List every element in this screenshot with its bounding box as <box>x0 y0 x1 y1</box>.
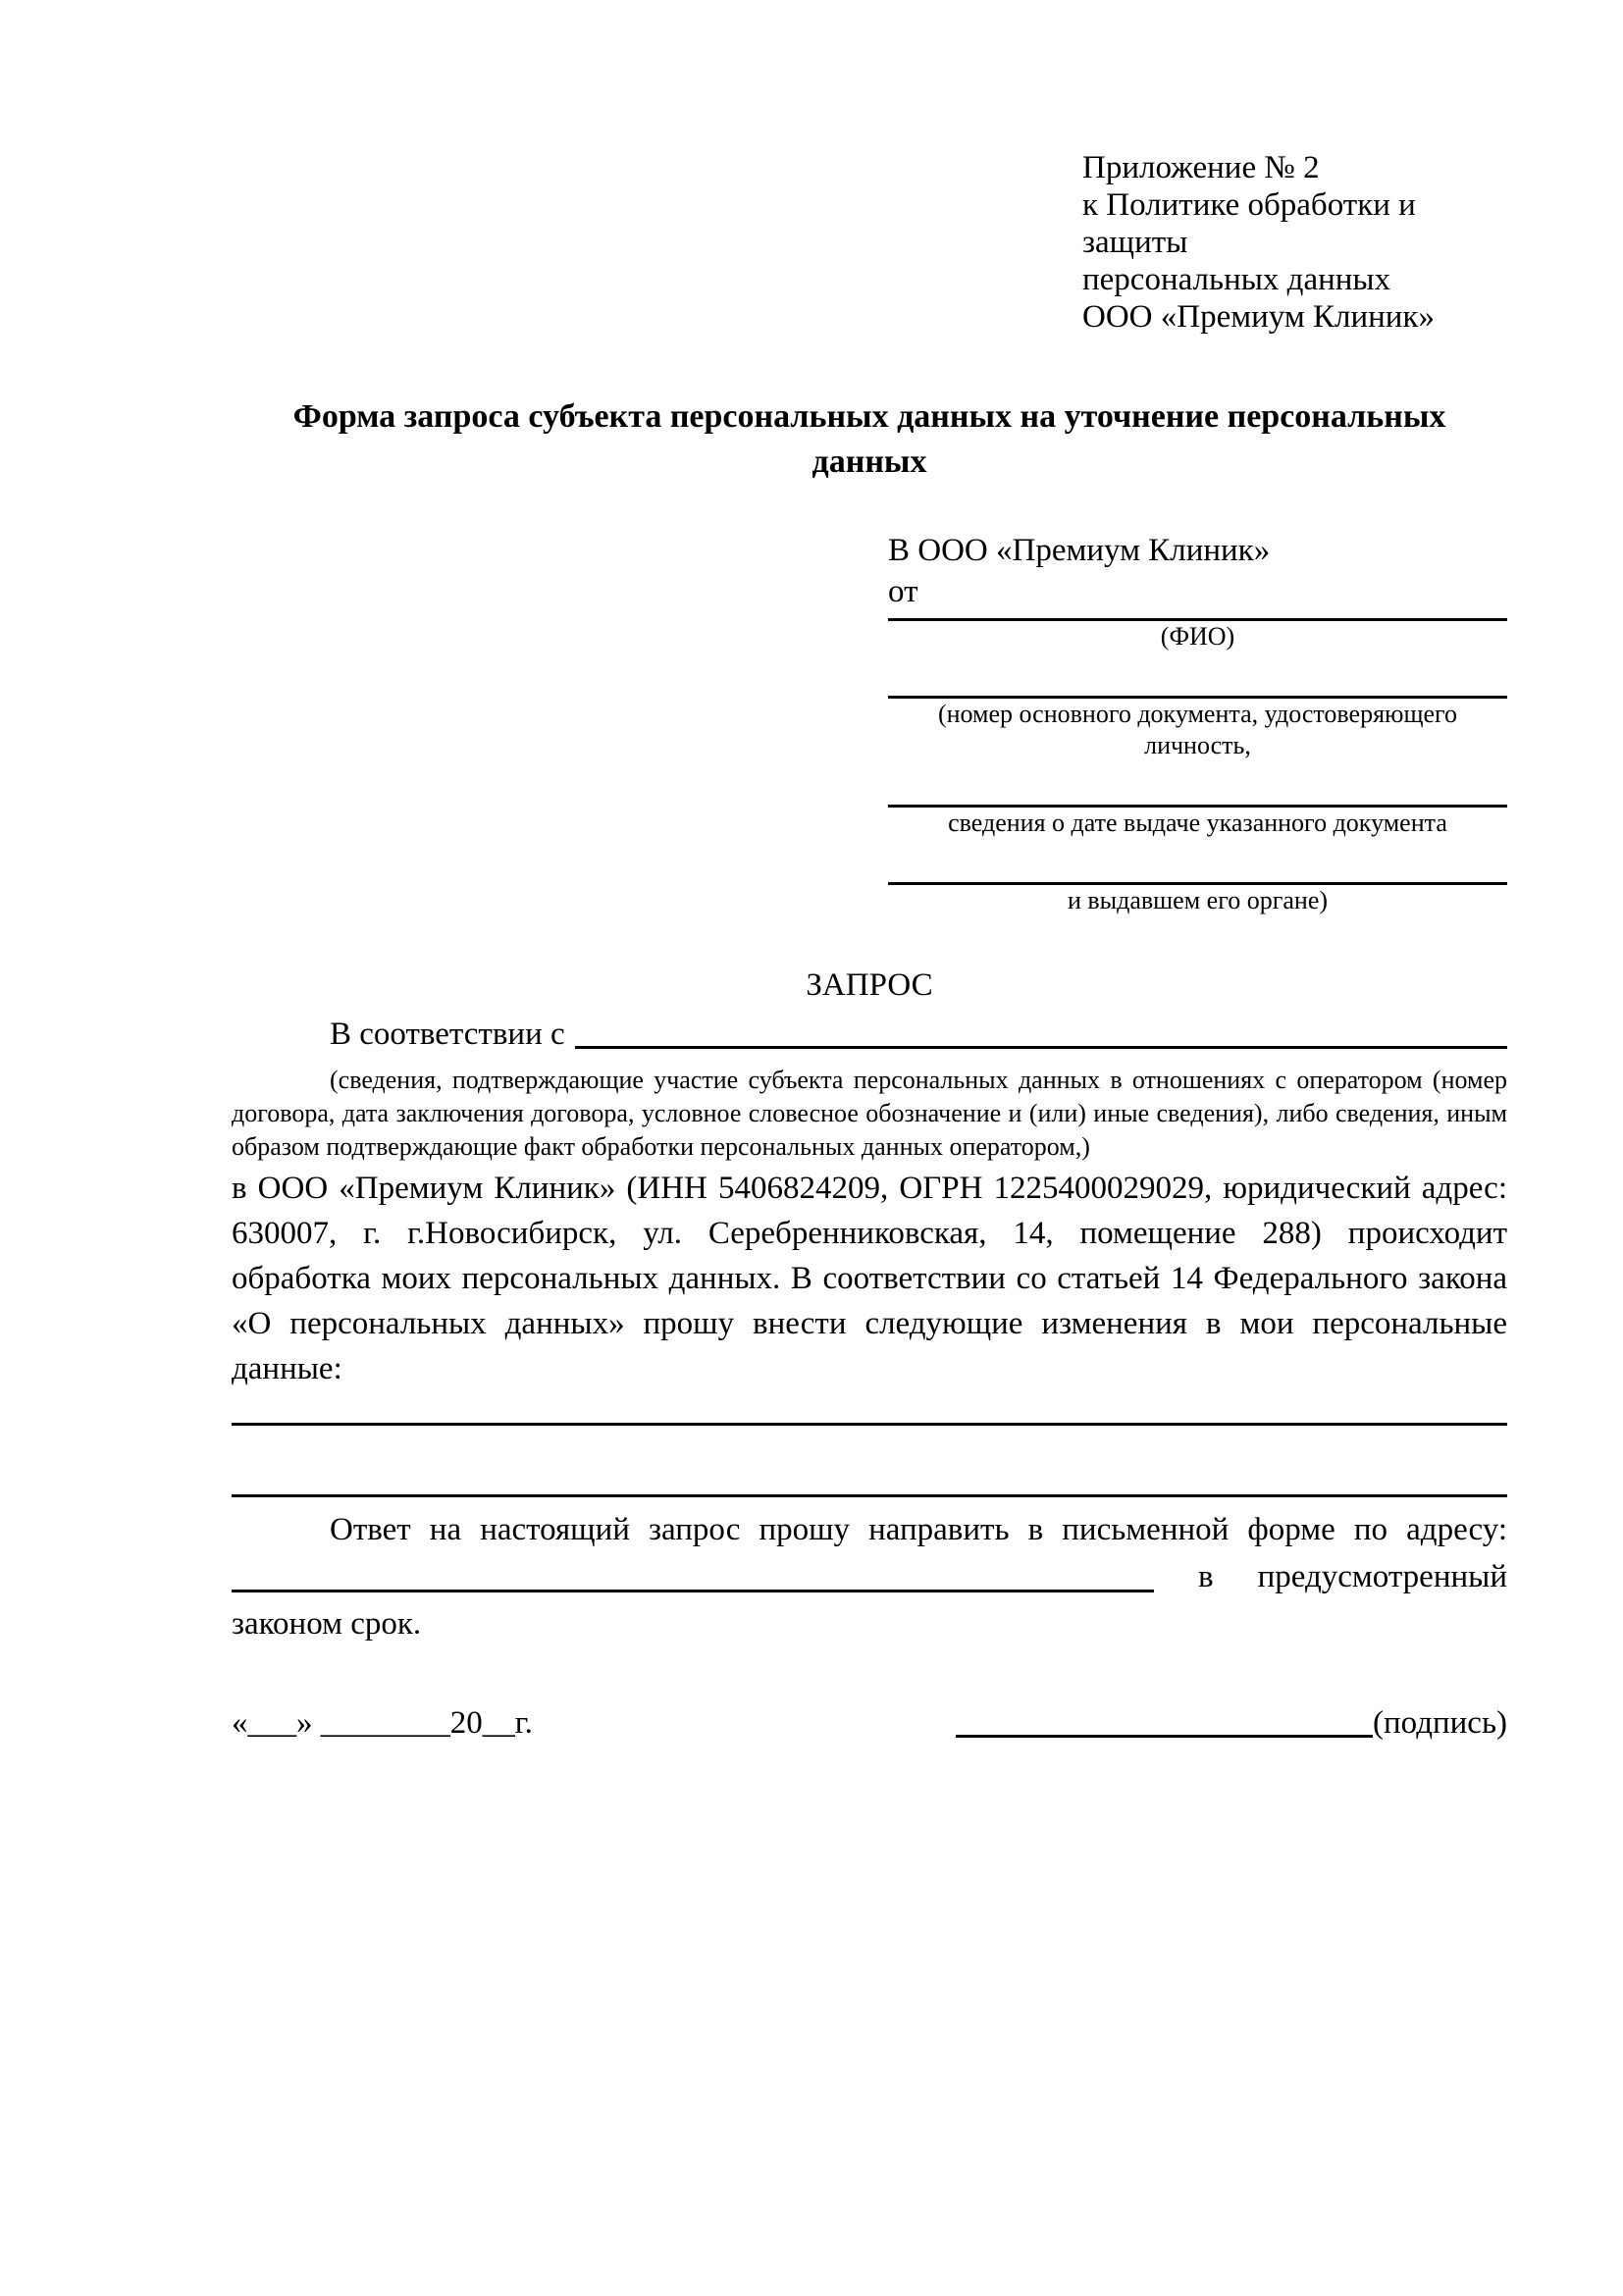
issue-date-caption: сведения о дате выдаче указанного документа <box>948 809 1447 837</box>
reply-intro: Ответ на настоящий запрос прошу направить в письменной форме по адресу: <box>330 1512 1507 1547</box>
appendix-header-line-4: ООО «Премиум Клиник» <box>1082 299 1435 335</box>
reply-word-predusmotrennyj: предусмотренный <box>1257 1559 1507 1594</box>
request-heading: ЗАПРОС <box>806 967 933 1003</box>
document-number-caption: (номер основного документа, удостоверяющего личность, <box>937 700 1458 759</box>
date-signature-row <box>232 1701 1507 1745</box>
appendix-header-line-3: персональных данных <box>1082 262 1391 297</box>
document-number-field <box>888 652 1507 761</box>
issuing-authority-field <box>888 839 1507 916</box>
fio-blank-line <box>888 612 1507 621</box>
basis-label: В соответствии с <box>330 1017 565 1052</box>
issue-date-field <box>888 761 1507 839</box>
form-title: Форма запроса субъекта персональных данных на уточнение персональных данных <box>292 398 1446 480</box>
request-body: в ООО «Премиум Клиник» (ИНН 5406824209, ОГРН 1225400029029, юридический адрес: 630007, г. г.Новосибирск, ул. Серебренниковская, 14, помещение 288) происходит обработка моих персональных данных. В соответствии со статьей 14 Федерального закона «О персональных данных» прошу внести следующие изменения в мои персональные данные: <box>232 1171 1507 1386</box>
date-line: «___» ________20__г. <box>232 1705 533 1741</box>
fio-field <box>888 612 1507 652</box>
basis-note: (сведения, подтверждающие участие субъекта персональных данных в отношениях с оператором (номер договора, дата заключения договора, условное словесное обозначение и (или) иные сведения), либо сведения, иным образом подтверждающие факт обработки персональных данных оператором,) <box>232 1066 1507 1161</box>
document-number-blank-line <box>888 652 1507 699</box>
basis-blank-line <box>575 1046 1507 1049</box>
signature-caption: (подпись) <box>1373 1705 1507 1741</box>
reply-word-v: в <box>1198 1559 1214 1594</box>
appendix-header-line-1: Приложение № 2 <box>1082 150 1320 185</box>
appendix-header <box>1082 149 1507 336</box>
changes-blank-line-1 <box>232 1423 1507 1426</box>
reply-tail: законом срок. <box>232 1606 422 1642</box>
issuing-authority-caption: и выдавшем его органе) <box>1067 886 1329 914</box>
reply-address-blank-line <box>232 1590 1154 1592</box>
addressee-block <box>888 530 1507 916</box>
changes-blank-line-2 <box>232 1494 1507 1497</box>
appendix-header-line-2: к Политике обработки и защиты <box>1082 187 1416 260</box>
issue-date-blank-line <box>888 761 1507 808</box>
basis-row <box>232 1013 1507 1056</box>
addressee-from-label: от <box>888 574 918 609</box>
fio-caption: (ФИО) <box>1160 622 1235 651</box>
reply-address-row <box>232 1554 1507 1599</box>
addressee-to: В ООО «Премиум Клиник» <box>888 533 1271 568</box>
issuing-authority-blank-line <box>888 839 1507 885</box>
signature-blank-line <box>956 1735 1373 1738</box>
signature-block <box>956 1701 1507 1745</box>
